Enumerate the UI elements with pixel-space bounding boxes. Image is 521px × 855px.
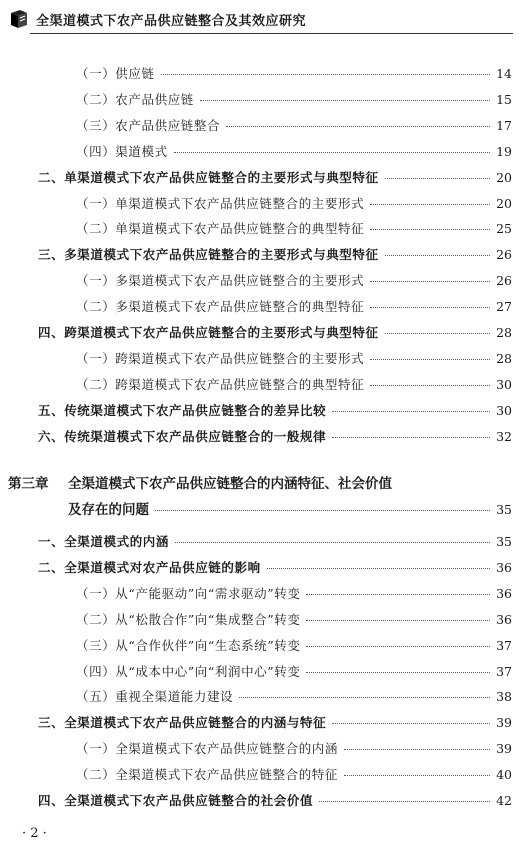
dot-leader [370, 204, 490, 205]
toc-entry-label: 一、全渠道模式的内涵 [38, 534, 170, 549]
toc-entry-page: 20 [496, 169, 512, 185]
chapter-title-line2: 及存在的问题 [68, 502, 149, 518]
toc-entry-label: 五、传统渠道模式下农产品供应链整合的差异比较 [38, 402, 327, 418]
toc-entry-page: 30 [496, 376, 512, 392]
toc-entry-page: 35 [496, 534, 512, 549]
toc-entry[interactable] [76, 638, 512, 654]
toc-entry-label: （一）供应链 [76, 66, 155, 81]
toc-entry[interactable] [76, 767, 512, 783]
toc-entry-page: 17 [496, 117, 512, 133]
toc-entry-label: （二）农产品供应链 [76, 91, 194, 107]
toc-entry[interactable] [38, 560, 512, 576]
toc-entry[interactable] [38, 170, 512, 186]
toc-entry-label: 三、多渠道模式下农产品供应链整合的主要形式与典型特征 [38, 247, 379, 263]
dot-leader [370, 385, 490, 386]
toc-entry-page: 28 [496, 350, 512, 366]
chapter-heading-line2[interactable] [68, 498, 512, 518]
toc-entry[interactable] [76, 299, 512, 315]
toc-entry[interactable] [38, 247, 512, 263]
dot-leader [155, 510, 490, 511]
toc-entry[interactable] [38, 325, 512, 341]
dot-leader [385, 255, 490, 256]
toc-entry-page: 39 [496, 741, 512, 757]
toc-entry-label: （四）从“成本中心”向“利润中心”转变 [76, 663, 301, 679]
toc-entry-page: 38 [496, 689, 512, 705]
toc-entry-page: 42 [496, 793, 512, 808]
toc-entry-label: （五）重视全渠道能力建设 [76, 689, 234, 705]
toc-entry-page: 32 [496, 428, 512, 444]
toc-entry-label: 四、跨渠道模式下农产品供应链整合的主要形式与典型特征 [38, 325, 379, 340]
toc-entry-label: 二、单渠道模式下农产品供应链整合的主要形式与典型特征 [38, 169, 379, 185]
toc-entry-page: 37 [496, 637, 512, 653]
toc-entry-page: 40 [496, 767, 512, 783]
dot-leader [370, 359, 490, 360]
dot-leader [344, 775, 490, 776]
toc-entry[interactable] [76, 92, 512, 108]
toc-entry-label: （二）全渠道模式下农产品供应链整合的特征 [76, 767, 339, 783]
toc-entry-page: 14 [496, 66, 512, 81]
toc-entry-page: 36 [496, 585, 512, 601]
toc-entry[interactable] [38, 793, 512, 809]
dot-leader [385, 178, 490, 179]
toc-entry-label: （四）渠道模式 [76, 143, 168, 159]
toc-entry-page: 28 [496, 325, 512, 340]
toc-entry-page: 39 [496, 715, 512, 731]
toc-entry-label: （一）单渠道模式下农产品供应链整合的主要形式 [76, 195, 365, 211]
toc-entry[interactable] [76, 273, 512, 289]
dot-leader [332, 723, 490, 724]
toc-entry-label: （二）从“松散合作”向“集成整合”转变 [76, 611, 301, 627]
dot-leader [161, 74, 490, 75]
toc-entry[interactable] [76, 741, 512, 757]
chapter-heading[interactable] [8, 472, 512, 492]
dot-leader [370, 229, 490, 230]
toc-entry[interactable] [38, 715, 512, 731]
dot-leader [239, 697, 490, 698]
dot-leader [306, 594, 490, 595]
chapter-title-line1: 全渠道模式下农产品供应链整合的内涵特征、社会价值 [68, 476, 392, 492]
toc-entry[interactable] [76, 351, 512, 367]
dot-leader [267, 568, 490, 569]
page-number: · 2 · [22, 826, 47, 841]
toc-entry-label: （一）多渠道模式下农产品供应链整合的主要形式 [76, 273, 365, 289]
toc-entry[interactable] [38, 534, 512, 550]
toc-entry-label: （三）从“合作伙伴”向“生态系统”转变 [76, 637, 301, 653]
toc-entry-page: 36 [496, 611, 512, 627]
dot-leader [306, 672, 490, 673]
toc-entry-page: 25 [496, 221, 512, 237]
toc-entry[interactable] [76, 612, 512, 628]
toc-entry[interactable] [76, 377, 512, 393]
dot-leader [319, 801, 490, 802]
toc-entry[interactable] [76, 144, 512, 160]
toc-entry-page: 20 [496, 195, 512, 211]
dot-leader [370, 307, 490, 308]
dot-leader [332, 411, 490, 412]
toc-entry-label: （三）农产品供应链整合 [76, 117, 221, 133]
toc-entry-label: （一）全渠道模式下农产品供应链整合的内涵 [76, 741, 339, 757]
toc-entry-page: 19 [496, 143, 512, 159]
dot-leader [306, 646, 490, 647]
toc-entry-label: （二）多渠道模式下农产品供应链整合的典型特征 [76, 299, 365, 315]
chapter-number: 第三章 [8, 476, 49, 492]
dot-leader [306, 620, 490, 621]
toc-entry-page: 37 [496, 663, 512, 679]
dot-leader [200, 100, 490, 101]
toc-entry[interactable] [76, 664, 512, 680]
dot-leader [370, 281, 490, 282]
toc-entry[interactable] [38, 403, 512, 419]
toc-entry-label: 六、传统渠道模式下农产品供应链整合的一般规律 [38, 428, 327, 444]
dot-leader [344, 749, 490, 750]
toc-entry[interactable] [76, 118, 512, 134]
toc-entry-label: （二）跨渠道模式下农产品供应链整合的典型特征 [76, 376, 365, 392]
toc-entry-label: （一）从“产能驱动”向“需求驱动”转变 [76, 585, 301, 601]
dot-leader [385, 333, 490, 334]
toc-entry[interactable] [76, 221, 512, 237]
toc-entry-page: 27 [496, 299, 512, 315]
chapter-page-number: 35 [496, 502, 512, 517]
toc-entry-label: 四、全渠道模式下农产品供应链整合的社会价值 [38, 793, 314, 808]
dot-leader [174, 152, 490, 153]
dot-leader [332, 437, 490, 438]
dot-leader [226, 126, 490, 127]
toc-entry[interactable] [76, 586, 512, 602]
toc-entry-label: 二、全渠道模式对农产品供应链的影响 [38, 559, 261, 575]
toc-entry[interactable] [38, 429, 512, 445]
toc-entry-label: 三、全渠道模式下农产品供应链整合的内涵与特征 [38, 715, 327, 731]
toc-entry-label: （二）单渠道模式下农产品供应链整合的典型特征 [76, 221, 365, 237]
book-title: 全渠道模式下农产品供应链整合及其效应研究 [36, 13, 307, 29]
toc-entry-page: 15 [496, 91, 512, 107]
toc-entry-page: 36 [496, 559, 512, 575]
toc-entry[interactable] [76, 66, 512, 82]
toc-entry[interactable] [76, 689, 512, 705]
toc-entry-label: （一）跨渠道模式下农产品供应链整合的主要形式 [76, 350, 365, 366]
dot-leader [175, 542, 490, 543]
toc-entry-page: 26 [496, 247, 512, 263]
toc-entry[interactable] [76, 196, 512, 212]
toc-entry-page: 26 [496, 273, 512, 289]
toc-entry-page: 30 [496, 402, 512, 418]
